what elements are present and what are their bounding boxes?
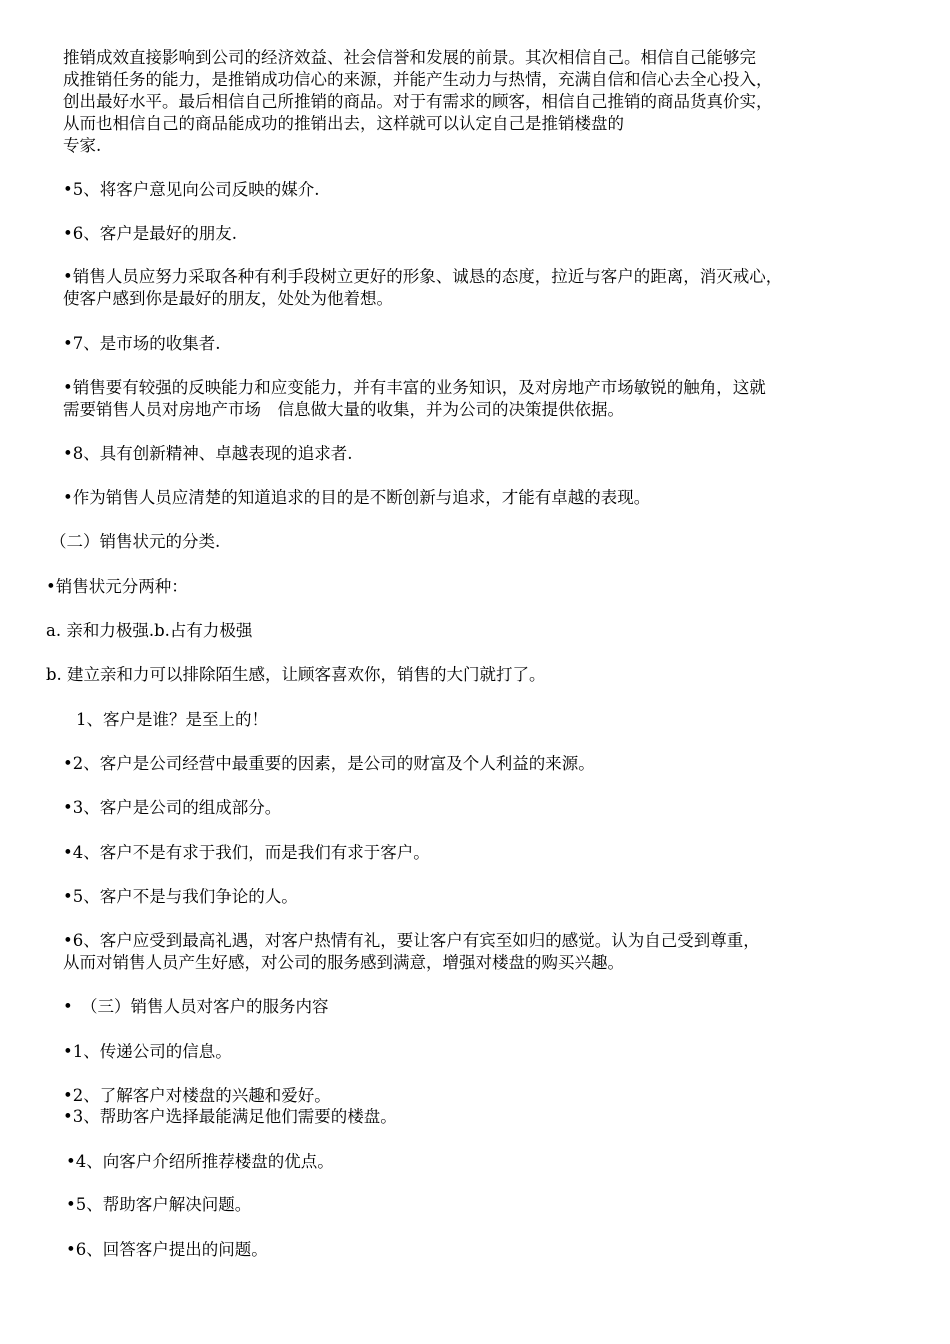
list-item: •4、客户不是有求于我们，而是我们有求于客户。 [63, 843, 430, 862]
list-item: •3、帮助客户选择最能满足他们需要的楼盘。 [63, 1107, 397, 1126]
list-item: •5、将客户意见向公司反映的媒介. [63, 180, 320, 199]
list-item: •4、向客户介绍所推荐楼盘的优点。 [66, 1152, 334, 1171]
list-item: •6、回答客户提出的问题。 [66, 1240, 268, 1259]
list-item: •销售状元分两种： [46, 577, 188, 596]
list-item: •8、具有创新精神、卓越表现的追求者. [63, 444, 353, 463]
list-item: b. 建立亲和力可以排除陌生感，让顾客喜欢你，销售的大门就打了。 [46, 665, 546, 684]
list-item: •6、客户是最好的朋友. [63, 224, 237, 243]
text-line: 专家. [63, 136, 102, 155]
intro-paragraph [63, 47, 773, 157]
paragraph [63, 377, 766, 421]
list-item: •7、是市场的收集者. [63, 334, 221, 353]
text-line: 创出最好水平。最后相信自己所推销的商品。对于有需求的顾客，相信自己推销的商品货真价实， [63, 92, 773, 111]
list-item: •1、传递公司的信息。 [63, 1042, 232, 1061]
section-heading: （二）销售状元的分类. [50, 532, 221, 551]
list-item: a. 亲和力极强.b.占有力极强 [46, 621, 253, 640]
text-line: 从而对销售人员产生好感，对公司的服务感到满意，增强对楼盘的购买兴趣。 [63, 953, 624, 972]
text-line: 推销成效直接影响到公司的经济效益、社会信誉和发展的前景。其次相信自己。相信自己能够完 [63, 48, 756, 67]
section-heading: • （三）销售人员对客户的服务内容 [63, 997, 329, 1016]
list-item: 1、客户是谁？是至上的！ [76, 710, 268, 729]
list-item: •5、客户不是与我们争论的人。 [63, 887, 298, 906]
list-item: •5、帮助客户解决问题。 [66, 1195, 252, 1214]
text-line: •6、客户应受到最高礼遇，对客户热情有礼，要让客户有宾至如归的感觉。认为自己受到尊重， [63, 931, 760, 950]
paragraph [63, 266, 782, 310]
text-line: 成推销任务的能力，是推销成功信心的来源，并能产生动力与热情，充满自信和信心去全心投入， [63, 70, 773, 89]
text-line: 从而也相信自己的商品能成功的推销出去，这样就可以认定自己是推销楼盘的 [63, 114, 624, 133]
text-line: 使客户感到你是最好的朋友，处处为他着想。 [63, 289, 393, 308]
paragraph: •作为销售人员应清楚的知道追求的目的是不断创新与追求，才能有卓越的表现。 [63, 488, 651, 507]
text-line: 需要销售人员对房地产市场 信息做大量的收集，并为公司的决策提供依据。 [63, 400, 624, 419]
paragraph [63, 930, 760, 974]
list-item: •2、了解客户对楼盘的兴趣和爱好。 [63, 1086, 331, 1105]
list-item: •2、客户是公司经营中最重要的因素，是公司的财富及个人利益的来源。 [63, 754, 595, 773]
text-line: •销售要有较强的反映能力和应变能力，并有丰富的业务知识，及对房地产市场敏锐的触角，这就 [63, 378, 766, 397]
list-item: •3、客户是公司的组成部分。 [63, 798, 282, 817]
text-line: •销售人员应努力采取各种有利手段树立更好的形象、诚恳的态度，拉近与客户的距离，消灭戒心， [63, 267, 783, 286]
